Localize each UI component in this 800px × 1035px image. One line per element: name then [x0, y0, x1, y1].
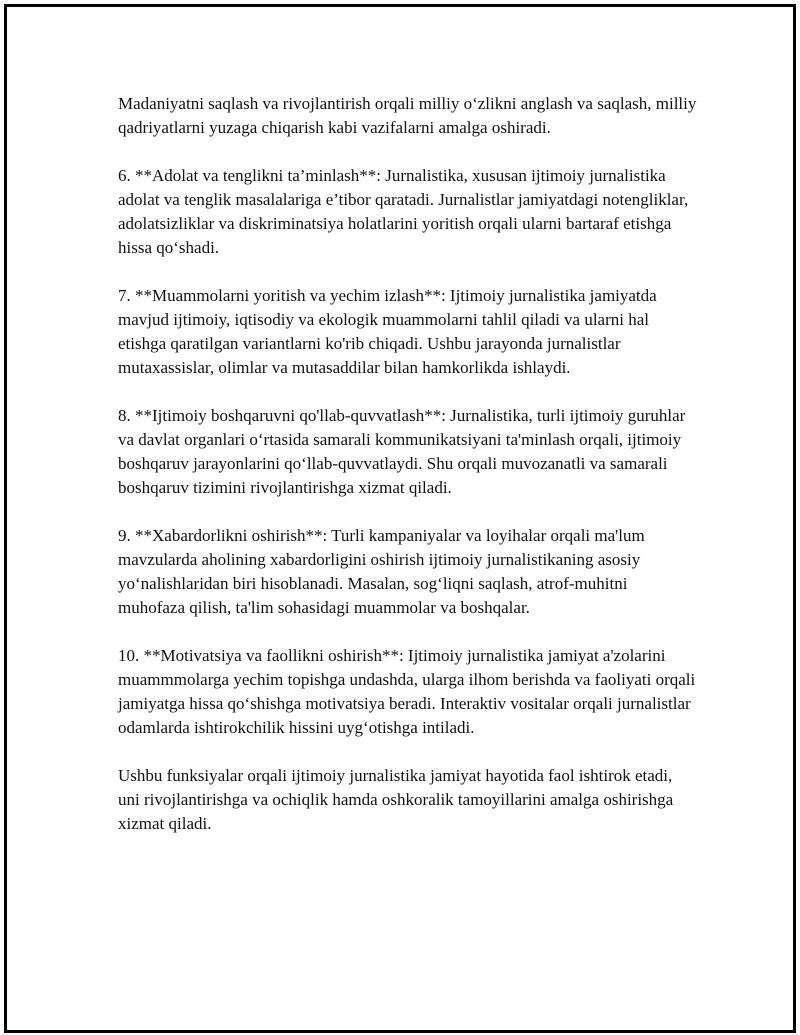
- paragraph-item-7: 7. **Muammolarni yoritish va yechim izlash**: Ijtimoiy jurnalistika jamiyatda mavjud ijtimoiy, iqtisodiy va ekologik muammolarni tahlil qiladi va ularni hal etishga qaratilgan variantlarni ko'rib chiqadi. Ushbu jarayonda jurnalistlar mutaxassislar, olimlar va mutasaddilar bilan hamkorlikda ishlaydi.: [118, 286, 657, 377]
- paragraph-conclusion: Ushbu funksiyalar orqali ijtimoiy jurnalistika jamiyat hayotida faol ishtirok etadi, uni rivojlantirishga va ochiqlik hamda oshkoralik tamoyillarini amalga oshirishga xizmat qiladi.: [118, 766, 674, 833]
- paragraph-item-9: 9. **Xabardorlikni oshirish**: Turli kampaniyalar va loyihalar orqali ma'lum mavzularda aholining xabardorligini oshirish ijtimoiy jurnalistikaning asosiy yo‘nalishlaridan biri hisoblanadi. Masalan, sog‘liqni saqlash, atrof-muhitni muhofaza qilish, ta'lim sohasidagi muammolar va boshqalar.: [118, 526, 645, 617]
- paragraph-intro: Madaniyatni saqlash va rivojlantirish orqali milliy o‘zlikni anglash va saqlash, milliy qadriyatlarni yuzaga chiqarish kabi vazifalarni amalga oshiradi.: [118, 94, 697, 137]
- paragraph-item-10: 10. **Motivatsiya va faollikni oshirish**: Ijtimoiy jurnalistika jamiyat a'zolarini muammmolarga yechim topishga undashda, ularga ilhom berishda va faoliyati orqali jamiyatga hissa qo‘shishga motivatsiya beradi. Interaktiv vositalar orqali jurnalistlar odamlarda ishtirokchilik hissini uyg‘otishga intiladi.: [118, 646, 696, 737]
- document-body: [118, 92, 698, 860]
- paragraph-item-6: 6. **Adolat va tenglikni ta’minlash**: Jurnalistika, xususan ijtimoiy jurnalistika adolat va tenglik masalalariga e’tibor qaratadi. Jurnalistlar jamiyatdagi notengliklar, adolatsizliklar va diskriminatsiya holatlarini yoritish orqali ularni bartaraf etishga hissa qo‘shadi.: [118, 166, 689, 257]
- paragraph-item-8: 8. **Ijtimoiy boshqaruvni qo'llab-quvvatlash**: Jurnalistika, turli ijtimoiy guruhlar va davlat organlari o‘rtasida samarali kommunikatsiyani ta'minlash orqali, ijtimoiy boshqaruv jarayonlarini qo‘llab-quvvatlaydi. Shu orqali muvozanatli va samarali boshqaruv tizimini rivojlantirishga xizmat qiladi.: [118, 406, 686, 497]
